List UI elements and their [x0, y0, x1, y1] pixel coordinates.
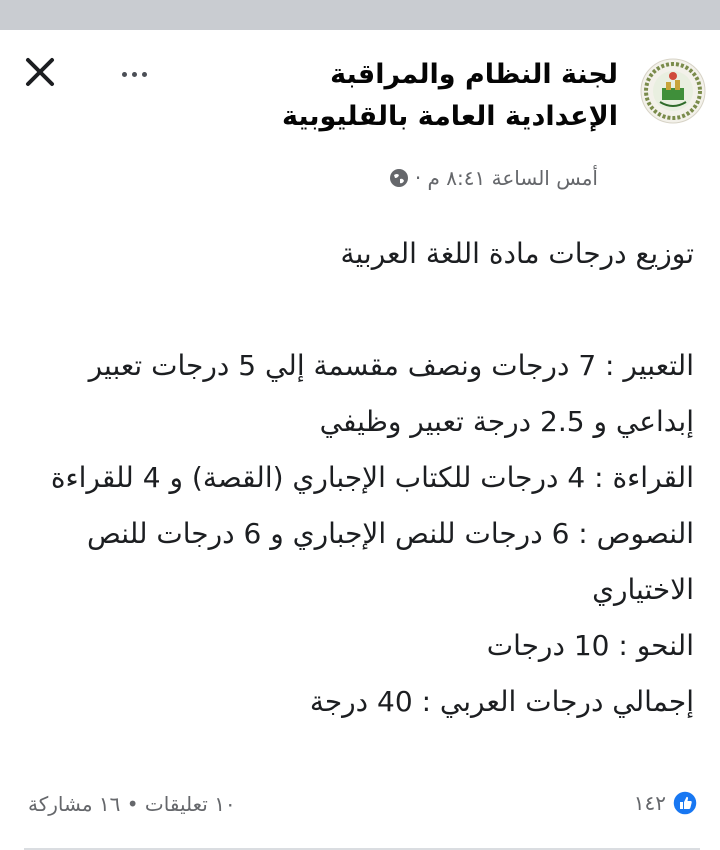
author-name-line1: لجنة النظام والمراقبة [330, 59, 618, 90]
comments-shares-count[interactable]: ١٠ تعليقات • ١٦ مشاركة [28, 792, 236, 816]
post-line-texts: النصوص : 6 درجات للنص الإجباري و 6 درجات للنص الاختياري [86, 517, 694, 606]
more-options-button[interactable] [114, 66, 154, 82]
post-line-total: إجمالي درجات العربي : 40 درجة [309, 685, 694, 718]
post-timestamp[interactable]: أمس الساعة ٨:٤١ م · [414, 166, 598, 190]
post-meta [389, 166, 598, 190]
author-name-line2: الإعدادية العامة بالقليوبية [281, 101, 618, 132]
post-author[interactable] [218, 54, 618, 138]
close-button[interactable] [22, 54, 58, 90]
post-line-blank [44, 282, 694, 338]
more-dot [132, 72, 137, 77]
post-line-grammar: النحو : 10 درجات [486, 629, 694, 662]
avatar[interactable] [640, 58, 706, 124]
more-dots-icon [122, 72, 127, 77]
post-line-expression: التعبير : 7 درجات ونصف مقسمة إلي 5 درجات تعبير إبداعي و 2.5 درجة تعبير وظيفي [88, 349, 694, 438]
more-dot [142, 72, 147, 77]
post-line-reading: القراءة : 4 درجات للكتاب الإجباري (القصة) و 4 للقراءة [50, 461, 694, 494]
top-strip [0, 0, 720, 30]
committee-logo-icon [640, 58, 706, 124]
globe-icon [389, 168, 409, 188]
post-footer [0, 778, 720, 828]
post-line-title: توزيع درجات مادة اللغة العربية [340, 237, 694, 270]
post-card [0, 30, 720, 850]
reactions-summary[interactable] [634, 790, 698, 816]
reactions-count: ١٤٢ [633, 791, 666, 815]
like-icon [672, 790, 698, 816]
close-icon [22, 54, 58, 90]
post-body [44, 226, 694, 730]
